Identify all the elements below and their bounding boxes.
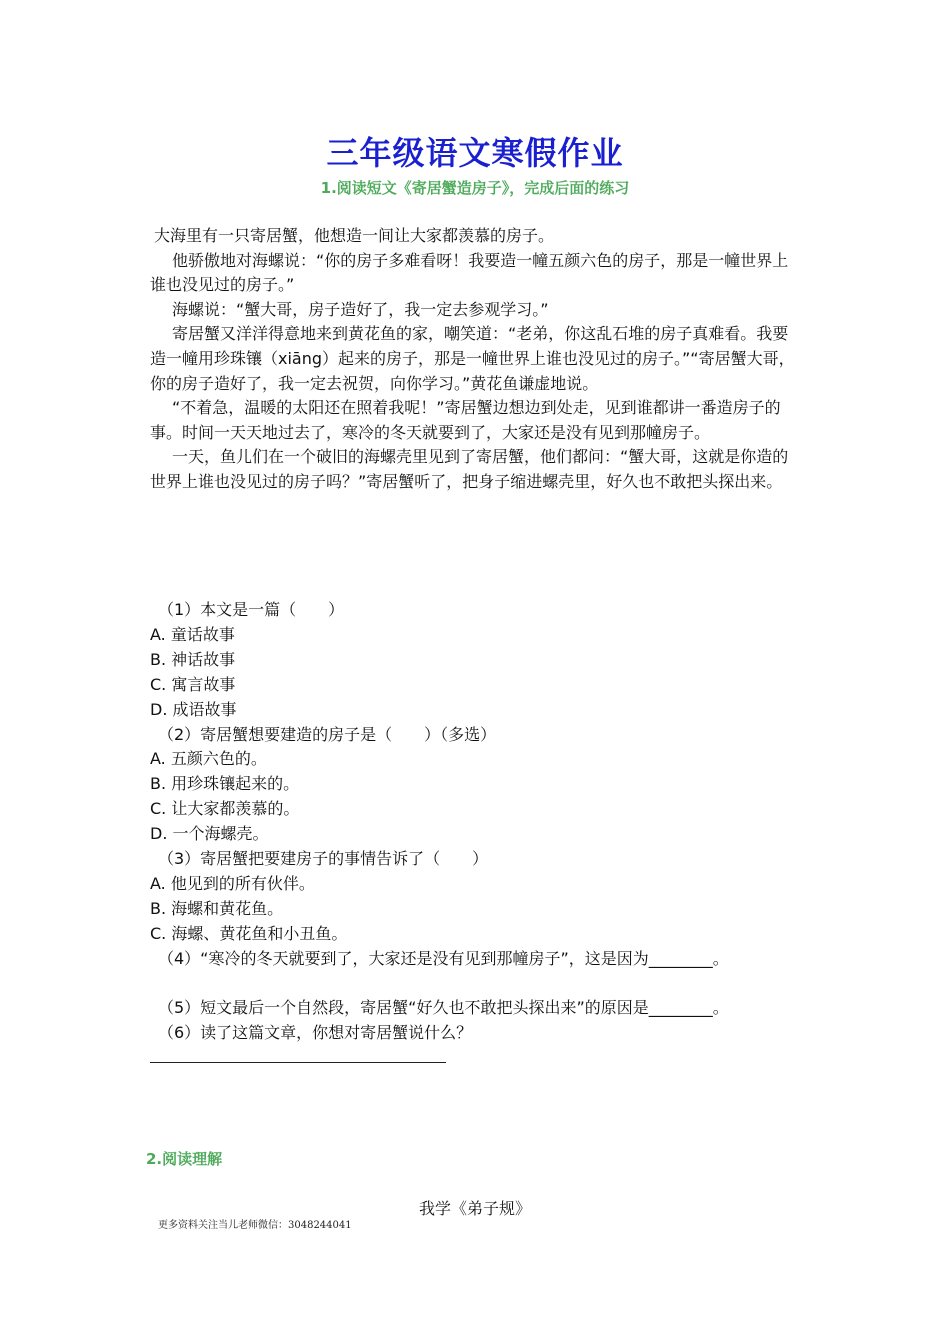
question-3-option: A. 他见到的所有伙伴。 [150,873,315,893]
section-2-heading: 2.阅读理解 [146,1150,223,1168]
question-4: （4）“寒冷的冬天就要到了，大家还是没有见到那幢房子”，这是因为________。 [158,948,729,968]
spacer [150,972,830,997]
question-1-option: B. 神话故事 [150,649,236,669]
reading-passage [150,224,800,495]
passage-paragraph: 寄居蟹又洋洋得意地来到黄花鱼的家，嘲笑道：“老弟，你这乱石堆的房子真难看。我要造一幢用珍珠镶（xiāng）起来的房子，那是一幢世界上谁也没见过的房子。”“寄居蟹大哥，你的房子造好了，我一定去祝贺，向你学习。”黄花鱼谦虚地说。 [150,324,795,393]
passage-paragraph: 他骄傲地对海螺说：“你的房子多难看呀！我要造一幢五颜六色的房子，那是一幢世界上谁也没见过的房子。” [150,250,789,295]
section-2-title: 我学《弟子规》 [418,1199,531,1218]
question-1-option: C. 寓言故事 [150,674,236,694]
question-6: （6）读了这篇文章，你想对寄居蟹说什么？ [158,1023,473,1043]
passage-paragraph: 一天，鱼儿们在一个破旧的海螺壳里见到了寄居蟹，他们都问：“蟹大哥，这就是你造的世界上谁也没见过的房子吗？”寄居蟹听了，把身子缩进螺壳里，好久也不敢把头探出来。 [150,447,789,491]
question-3-option: C. 海螺、黄花鱼和小丑鱼。 [150,923,348,943]
question-2-option: B. 用珍珠镶起来的。 [150,774,300,794]
question-5: （5）短文最后一个自然段，寄居蟹“好久也不敢把头探出来”的原因是________。 [158,998,729,1018]
question-3-option: B. 海螺和黄花鱼。 [150,898,284,918]
page-title: 三年级语文寒假作业 [326,134,624,172]
passage-paragraph: “不着急，温暖的太阳还在照着我呢！”寄居蟹边想边到处走，见到谁都讲一番造房子的事。时间一天天地过去了，寒冷的冬天就要到了，大家还是没有见到那幢房子。 [150,398,781,442]
question-2-option: C. 让大家都羡慕的。 [150,799,300,819]
question-3: （3）寄居蟹把要建房子的事情告诉了（ ） [158,849,489,869]
question-2-option: D. 一个海螺壳。 [150,824,269,844]
question-1-option: A. 童话故事 [150,624,235,644]
question-2-option: A. 五颜六色的。 [150,749,267,769]
passage-paragraph: 海螺说：“蟹大哥，房子造好了，我一定去参观学习。” [172,299,549,319]
footer-note: 更多资料关注当儿老师微信：3048244041 [158,1220,352,1231]
passage-paragraph: 大海里有一只寄居蟹，他想造一间让大家都羡慕的房子。 [154,226,555,245]
question-1-option: D. 成语故事 [150,699,237,719]
question-list [150,598,830,1046]
answer-line [150,1062,446,1063]
question-2: （2）寄居蟹想要建造的房子是（ ）（多选） [158,724,497,744]
question-1: （1）本文是一篇（ ） [158,600,345,619]
exercise-heading: 1.阅读短文《寄居蟹造房子》，完成后面的练习 [320,179,630,197]
